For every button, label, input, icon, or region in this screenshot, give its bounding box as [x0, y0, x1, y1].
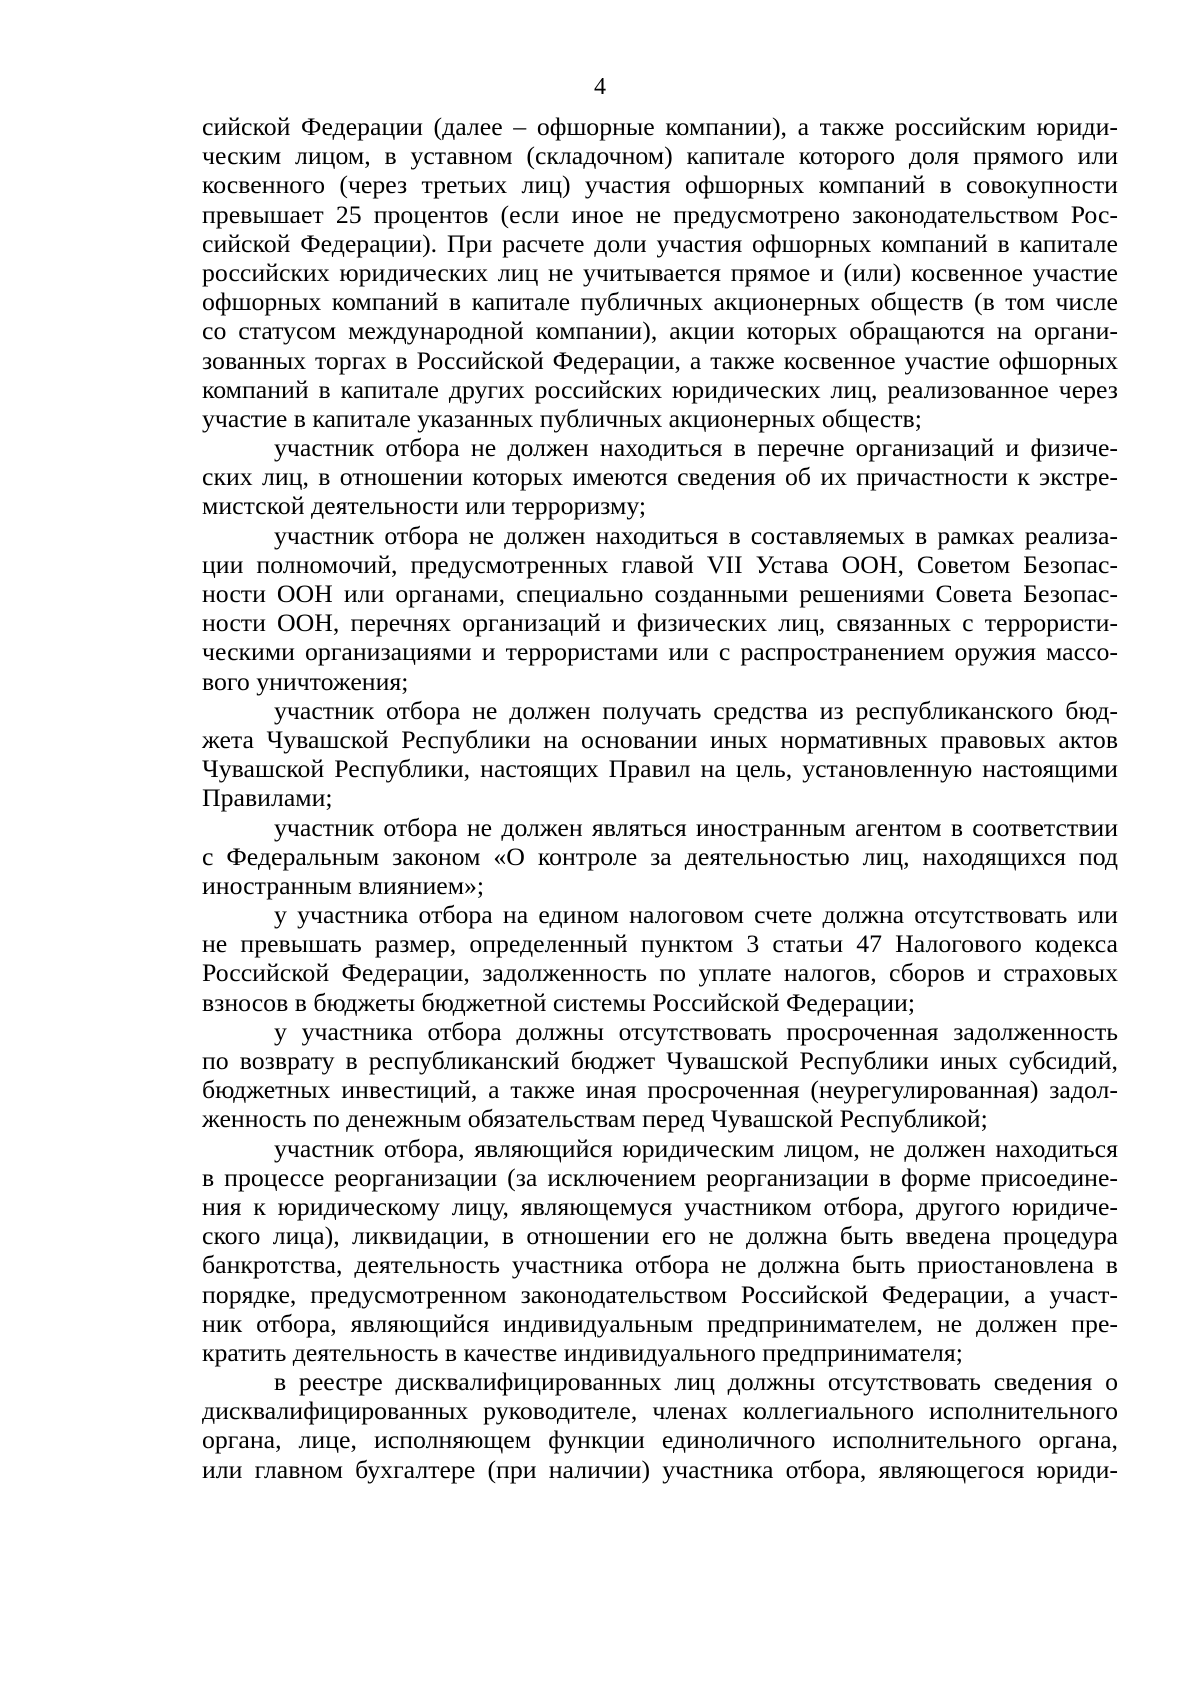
text-line: сийской Федерации). При расчете доли участия офшорных компаний в капитале [202, 228, 1118, 258]
text-line: в реестре дисквалифицированных лиц должны отсутствовать сведения о [274, 1367, 1118, 1397]
text-line: косвенного (через третьих лиц) участия офшорных компаний в совокупности [202, 170, 1118, 200]
text-line: с Федеральным законом «О контроле за деятельностью лиц, находящихся под [202, 841, 1118, 871]
text-line: участник отбора не должен получать средства из республиканского бюд- [274, 695, 1118, 725]
text-line: ния к юридическому лицу, являющемуся участником отбора, другого юридиче- [202, 1191, 1118, 1221]
text-line: превышает 25 процентов (если иное не предусмотрено законодательством Рос- [202, 199, 1118, 229]
text-line: ник отбора, являющийся индивидуальным предпринимателем, не должен пре- [202, 1308, 1118, 1338]
text-line: участник отбора не должен находиться в перечне организаций и физиче- [274, 433, 1118, 463]
text-line: участник отбора не должен являться иностранным агентом в соответствии [274, 812, 1118, 842]
paragraph [202, 1367, 1118, 1484]
text-line: ского лица), ликвидации, в отношении его не должна быть введена процедура [202, 1221, 1118, 1251]
text-line: органа, лице, исполняющем функции единоличного исполнительного органа, [202, 1425, 1118, 1455]
text-line: по возврату в республиканский бюджет Чувашской Республики иных субсидий, [202, 1046, 1118, 1075]
text-line: кратить деятельность в качестве индивидуального предпринимателя; [202, 1337, 963, 1367]
paragraph [202, 521, 1118, 696]
paragraph [202, 1134, 1118, 1368]
text-line: Чувашской Республики, настоящих Правил на цель, установленную настоящими [202, 754, 1118, 784]
text-line: у участника отбора должны отсутствовать просроченная задолженность [274, 1016, 1118, 1046]
text-line: российских юридических лиц не учитывается прямое и (или) косвенное участие [202, 257, 1118, 287]
text-line: ности ООН, перечнях организаций и физических лиц, связанных с террористи- [202, 608, 1118, 638]
text-line: ности ООН или органами, специально созданными решениями Совета Безопас- [202, 579, 1118, 608]
text-line: у участника отбора на едином налоговом счете должна отсутствовать или [274, 900, 1118, 930]
text-line: женность по денежным обязательствам перед Чувашской Республикой; [202, 1104, 988, 1134]
text-line: банкротства, деятельность участника отбора не должна быть приостановлена в [202, 1250, 1118, 1280]
paragraph [202, 1017, 1118, 1134]
text-line: бюджетных инвестиций, а также иная просроченная (неурегулированная) задол- [202, 1075, 1118, 1105]
text-line: зованных торгах в Российской Федерации, а также косвенное участие офшорных [202, 345, 1118, 375]
text-line: ции полномочий, предусмотренных главой VII Устава ООН, Советом Безопас- [202, 549, 1118, 579]
text-line: или главном бухгалтере (при наличии) участника отбора, являющегося юриди- [202, 1454, 1118, 1484]
page-number: 4 [594, 74, 606, 100]
paragraph [202, 813, 1118, 901]
text-line: ческими организациями и террористами или с распространением оружия массо- [202, 637, 1118, 667]
paragraph [202, 696, 1118, 813]
paragraph [202, 433, 1118, 521]
text-line: участник отбора, являющийся юридическим лицом, не должен находиться [274, 1133, 1118, 1163]
document-body [202, 112, 1118, 1484]
text-line: порядке, предусмотренном законодательством Российской Федерации, а участ- [202, 1279, 1118, 1309]
text-line: со статусом международной компании), акции которых обращаются на органи- [202, 316, 1118, 346]
text-line: Российской Федерации, задолженность по уплате налогов, сборов и страховых [202, 958, 1118, 988]
text-line: не превышать размер, определенный пунктом 3 статьи 47 Налогового кодекса [202, 929, 1118, 959]
text-line: офшорных компаний в капитале публичных акционерных обществ (в том числе [202, 287, 1118, 317]
text-line: дисквалифицированных руководителе, членах коллегиального исполнительного [202, 1396, 1118, 1426]
text-line: иностранным влиянием»; [202, 870, 485, 900]
text-line: жета Чувашской Республики на основании иных нормативных правовых актов [202, 724, 1118, 754]
text-line: в процессе реорганизации (за исключением реорганизации в форме присоедине- [202, 1162, 1118, 1192]
paragraph [202, 900, 1118, 1017]
text-line: Правилами; [202, 783, 333, 813]
text-line: ских лиц, в отношении которых имеются сведения об их причастности к экстре- [202, 462, 1118, 492]
text-line: взносов в бюджеты бюджетной системы Российской Федерации; [202, 987, 916, 1017]
text-line: участник отбора не должен находиться в составляемых в рамках реализа- [274, 520, 1118, 550]
text-line: вого уничтожения; [202, 666, 409, 696]
paragraph [202, 112, 1118, 433]
text-line: сийской Федерации (далее – офшорные компании), а также российским юриди- [202, 112, 1118, 141]
text-line: мистской деятельности или терроризму; [202, 491, 647, 521]
text-line: ческим лицом, в уставном (складочном) капитале которого доля прямого или [202, 141, 1118, 171]
text-line: компаний в капитале других российских юридических лиц, реализованное через [202, 374, 1118, 404]
text-line: участие в капитале указанных публичных акционерных обществ; [202, 403, 922, 433]
